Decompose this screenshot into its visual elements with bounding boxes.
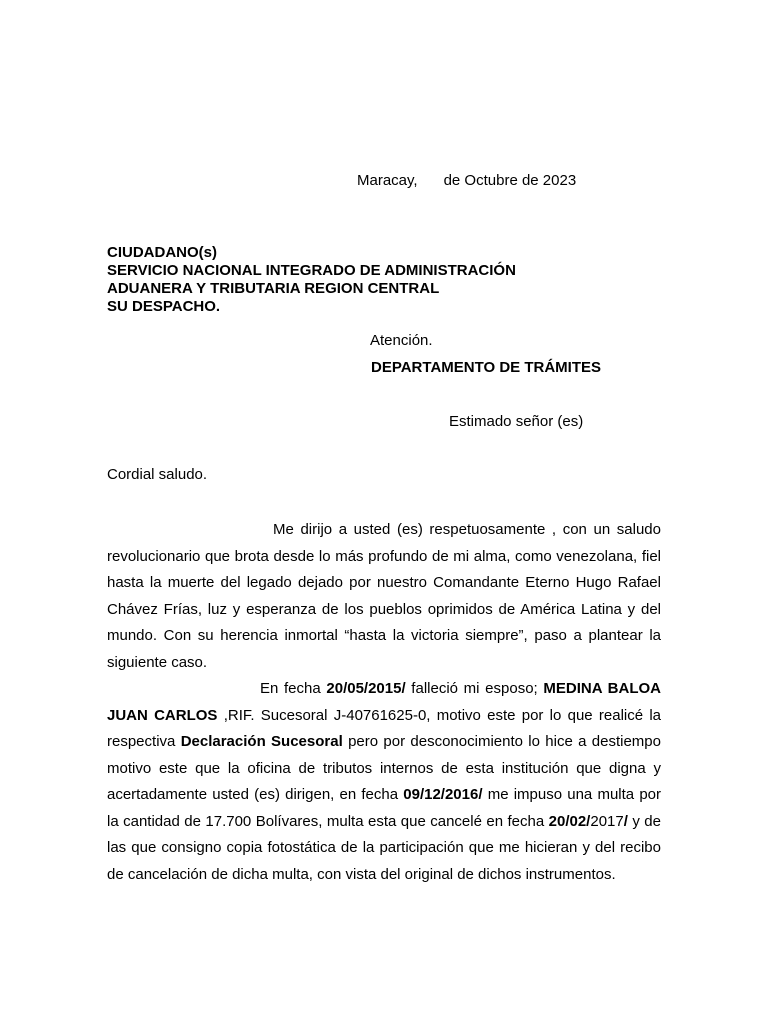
paragraph-2-segment: me impuso una multa por la cantidad de 17.700 Bolívares, multa esta que cancelé en fecha xyxy=(107,786,662,830)
paragraph-2-segment: y de las que consigno copia fotostática de la participación que me hicieran y del recibo de cancelación de dicha multa, con vista del original de dichos instrumentos. xyxy=(107,812,661,883)
recipient-line-4: SU DESPACHO. xyxy=(107,298,221,315)
department-name: DEPARTAMENTO DE TRÁMITES xyxy=(371,359,602,376)
recipient-line-2: SERVICIO NACIONAL INTEGRADO DE ADMINISTRACIÓN xyxy=(107,262,516,279)
greeting: Cordial saludo. xyxy=(107,466,208,483)
payment-date-slash: / xyxy=(623,812,628,830)
salutation: Estimado señor (es) xyxy=(449,413,584,430)
payment-date-year: 2017 xyxy=(590,812,624,830)
fine-date: 09/12/2016/ xyxy=(403,786,483,803)
declaration-term: Declaración Sucesoral xyxy=(180,733,343,750)
date-text: de Octubre de 2023 xyxy=(443,172,577,189)
paragraph-2 xyxy=(107,676,661,888)
paragraph-2-segment: falleció mi esposo; xyxy=(405,680,544,697)
paragraph-2-segment: pero por desconocimiento lo hice a destiempo motivo este que la oficina de tributos internos de esta institución que digna y acertadamente usted (es) dirigen, en fecha xyxy=(107,733,661,803)
date-line xyxy=(357,172,576,190)
place-text: Maracay, xyxy=(357,172,418,189)
recipient-line-1: CIUDADANO(s) xyxy=(107,244,217,261)
attention-label: Atención. xyxy=(370,332,433,349)
death-date: 20/05/2015/ xyxy=(326,680,406,697)
payment-date-day-month: 20/02/ xyxy=(548,812,591,830)
paragraph-2-segment: ,RIF. Sucesoral J-40761625-0, motivo este por lo que realicé la respectiva xyxy=(107,706,662,750)
recipient-block xyxy=(107,244,516,316)
spouse-name: MEDINA BALOA JUAN CARLOS xyxy=(107,680,661,724)
recipient-line-3: ADUANERA Y TRIBUTARIA REGION CENTRAL xyxy=(107,280,440,297)
paragraph-1: Me dirijo a usted (es) respetuosamente , con un saludo revolucionario que brota desde lo más profundo de mi alma, como venezolana, fiel hasta la muerte del legado dejado por nuestro Comandante Eterno Hugo Rafael Chávez Frías, luz y esperanza de los pueblos oprimidos de América Latina y del mundo. Con su herencia inmortal “hasta la victoria siempre”, paso a plantear la siguiente caso. xyxy=(107,521,661,671)
letter-body xyxy=(107,517,661,888)
paragraph-2-segment: En fecha xyxy=(260,680,327,697)
